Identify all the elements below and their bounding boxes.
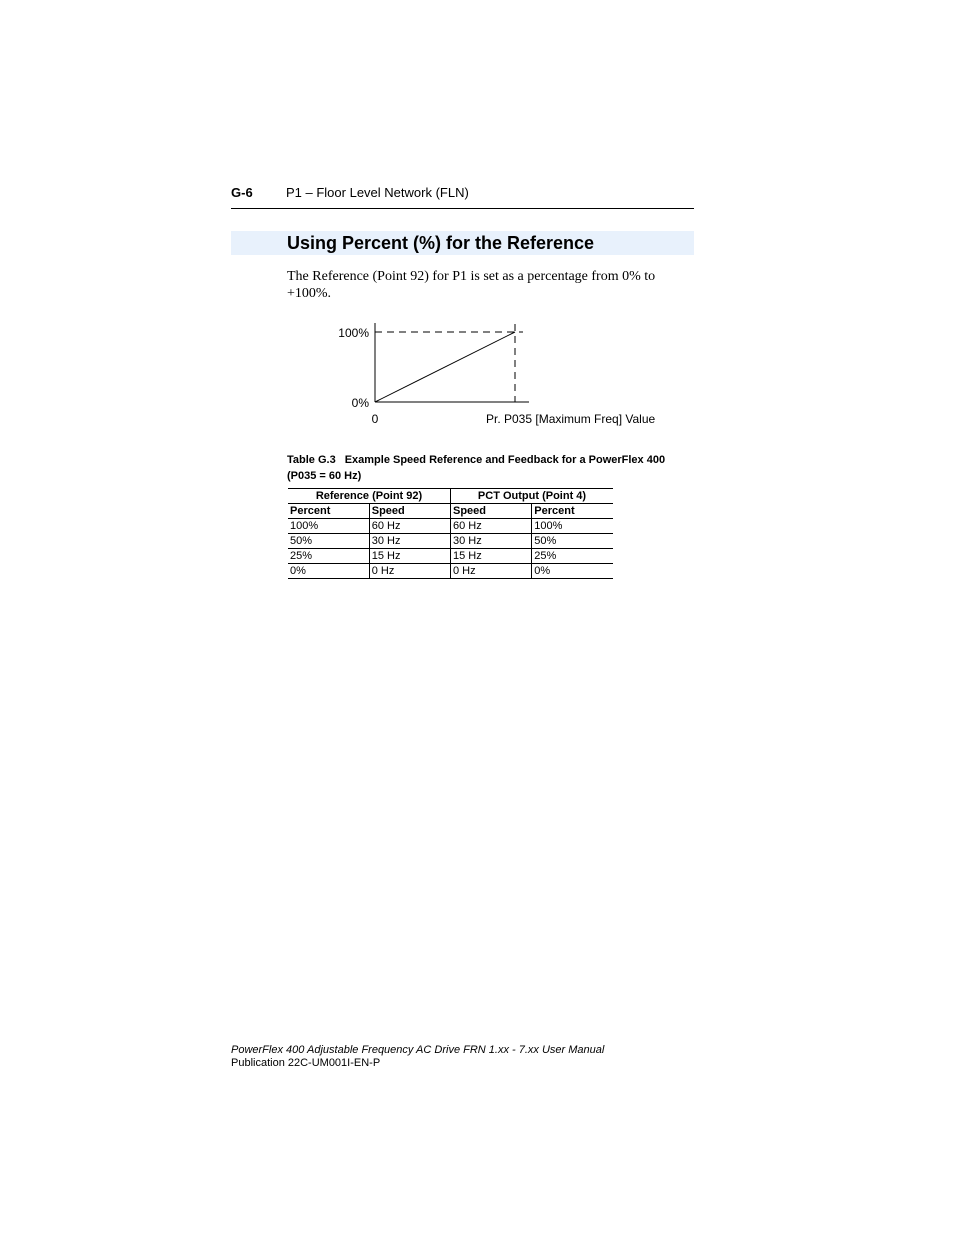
table-caption-text: Example Speed Reference and Feedback for a PowerFlex 400 (P035 = 60 Hz): [287, 454, 666, 482]
table-cell: 50%: [288, 534, 369, 549]
section-title: Using Percent (%) for the Reference: [287, 233, 595, 253]
table-row: [288, 519, 613, 534]
column-header: Percent: [288, 504, 369, 519]
table-cell: 60 Hz: [369, 519, 450, 534]
table-caption: [287, 452, 667, 484]
table-row: [288, 564, 613, 579]
table-row: [288, 549, 613, 564]
table-cell: 30 Hz: [451, 534, 532, 549]
page-number: G-6: [231, 185, 253, 200]
x-tick-label: 0: [371, 412, 379, 426]
table-cell: 0 Hz: [451, 564, 532, 579]
table-cell: 15 Hz: [451, 549, 532, 564]
y-tick-label: 0%: [351, 396, 369, 410]
footer-manual-title: PowerFlex 400 Adjustable Frequency AC Drive FRN 1.xx - 7.xx User Manual: [231, 1044, 605, 1056]
table-cell: 50%: [532, 534, 613, 549]
speed-reference-table: [288, 488, 613, 579]
body-paragraph: The Reference (Point 92) for P1 is set as a percentage from 0% to +100%.: [287, 269, 656, 301]
table-cell: 15 Hz: [369, 549, 450, 564]
y-tick-label: 100%: [338, 326, 369, 340]
x-tick-label: Pr. P035 [Maximum Freq] Value: [486, 412, 656, 426]
table-cell: 0%: [288, 564, 369, 579]
column-header: Percent: [532, 504, 613, 519]
group-header-reference: Reference (Point 92): [288, 489, 451, 504]
table-cell: 25%: [532, 549, 613, 564]
footer-publication: Publication 22C-UM001I-EN-P: [231, 1057, 381, 1069]
table-cell: 0%: [532, 564, 613, 579]
table-caption-id: Table G.3: [287, 454, 336, 466]
series-line: [375, 332, 515, 402]
table-cell: 0 Hz: [369, 564, 450, 579]
table-cell: 60 Hz: [451, 519, 532, 534]
reference-percent-chart: [300, 315, 660, 435]
column-header: Speed: [451, 504, 532, 519]
column-header: Speed: [369, 504, 450, 519]
table-cell: 25%: [288, 549, 369, 564]
header-divider: [231, 208, 694, 209]
table-cell: 100%: [288, 519, 369, 534]
table-cell: 100%: [532, 519, 613, 534]
group-header-pct-output: PCT Output (Point 4): [451, 489, 614, 504]
running-header-title: P1 – Floor Level Network (FLN): [286, 185, 469, 200]
table-cell: 30 Hz: [369, 534, 450, 549]
table-row: [288, 534, 613, 549]
